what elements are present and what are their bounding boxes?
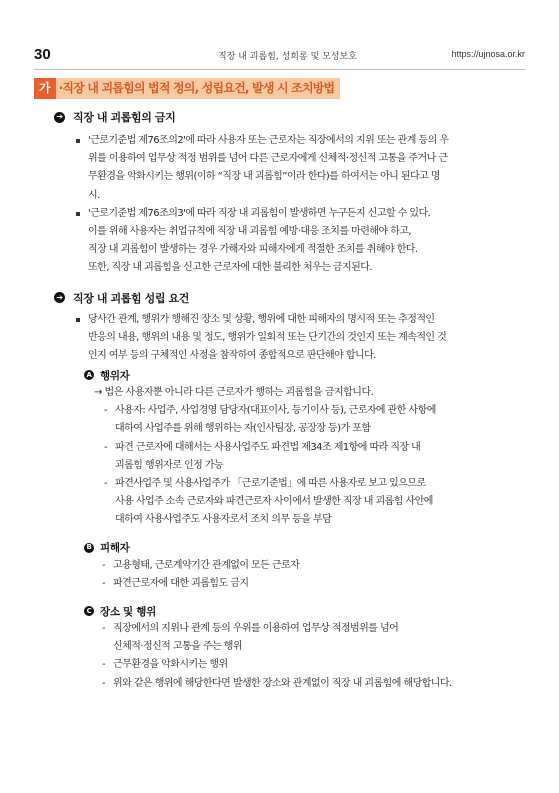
subheading-place: C 장소 및 행위 [84,602,514,620]
subheading-actor: A 행위자 [84,366,514,384]
dash-bullet: - [102,659,106,671]
dash-item: - 사용자: 사업주, 사업경영 담당자(대표이사, 등기이사 등), 근로자에 관한 사항에 대하여 사업주를 위해 행위하는 자(인사팀장, 공장장 등)가 포함 [104,402,514,438]
actor-arrow-note: → 법은 사용자뿐 아니라 다른 근로자가 행하는 괴롭힘을 금지합니다. [94,387,374,399]
arrow-circle-icon: ➔ [54,292,65,303]
section-heading-text: ·직장 내 괴롭힘의 법적 정의, 성립요건, 발생 시 조치방법 [56,78,341,99]
letter-b-circle-icon: B [84,543,94,553]
arrow-circle-icon: ➔ [54,112,65,123]
running-title: 직장 내 괴롭힘, 성희롱 및 모성보호 [218,52,357,62]
dash-bullet: - [104,478,108,490]
page-number: 30 [34,46,51,63]
heading-prohibition: ➔ 직장 내 괴롭힘의 금지 [54,108,514,126]
bullet-item: 당사간 관계, 행위가 행해진 장소 및 상황, 행위에 대한 피해자의 명시적 또는 추정적인 반응의 내용, 행위의 내용 및 정도, 행위가 일회적 또는 단기간의 것인지 또는 계속적인 것 인지 여부 등의 구체적인 사정을 참작하여 종합적으로 판단해야 합니다. [54,311,514,366]
dash-item: - 파견 근로자에 대해서는 사용사업주도 파견법 제34조 제1항에 따라 직장 내 괴롭힘 행위자로 인정 가능 [104,439,514,475]
dash-bullet: - [102,677,106,689]
dash-item: - 직장에서의 지위나 관계 등의 우위를 이용하여 업무상 적정범위를 넘어 신체적·정신적 고통을 주는 행위 [102,620,514,656]
square-bullet-icon [76,212,80,216]
square-bullet-icon [76,318,80,322]
page-content [54,108,514,693]
dash-item: - 위와 같은 행위에 해당한다면 발생한 장소와 관계없이 직장 내 괴롭힘에 해당합니다. [102,675,514,693]
dash-item: - 고용형태, 근로계약기간 관계없이 모든 근로자 [102,557,514,575]
section-badge: 가 [34,78,56,99]
dash-bullet: - [102,577,106,589]
dash-bullet: - [102,559,106,571]
section-title [34,78,340,99]
square-bullet-icon [76,139,80,143]
dash-item: - 파견사업주 및 사용사업주가 「근로기준법」에 따른 사용자로 보고 있으므로 사용 사업주 소속 근로자와 파견근로자 사이에서 발생한 직장 내 괴롭힘 사안에 대하여 사용사업주도 사용자로서 조치 의무 등을 부담 [104,475,514,530]
dash-bullet: - [102,623,106,635]
heading-requirements: ➔ 직장 내 괴롭힘 성립 요건 [54,289,514,307]
dash-item: - 근무환경을 악화시키는 행위 [102,656,514,674]
bullet-item: '근로기준법 제76조의2'에 따라 사용자 또는 근로자는 직장에서의 지위 또는 관계 등의 우 위를 이용하여 업무상 적정 범위를 넘어 다른 근로자에게 신체적·정신적 고통을 주거나 근 무환경을 악화시키는 행위(이하 “직장 내 괴롭힘”이라 한다)를 하여서는 아니 된다고 명 시. [54,132,514,205]
bullet-item: '근로기준법 제76조의3'에 따라 직장 내 괴롭힘이 발생하면 누구든지 신고할 수 있다. 이를 위해 사용자는 취업규칙에 직장 내 괴롭힘 예방·대응 조치를 마련해야 하고, 직장 내 괴롭힘이 발생하는 경우 가해자와 피해자에게 적절한 조치를 취해야 한다. 또한, 직장 내 괴롭힘을 신고한 근로자에 대한 불리한 처우는 금지된다. [54,205,514,278]
dash-item: - 파견근로자에 대한 괴롭힘도 금지 [102,575,514,593]
dash-bullet: - [104,441,108,453]
dash-bullet: - [104,405,108,417]
letter-c-circle-icon: C [84,606,94,616]
header-divider [34,69,525,70]
page-header [34,46,525,66]
site-url[interactable]: https://ujnosa.or.kr [451,49,525,59]
subheading-victim: B 피해자 [84,539,514,557]
letter-a-circle-icon: A [84,370,94,380]
